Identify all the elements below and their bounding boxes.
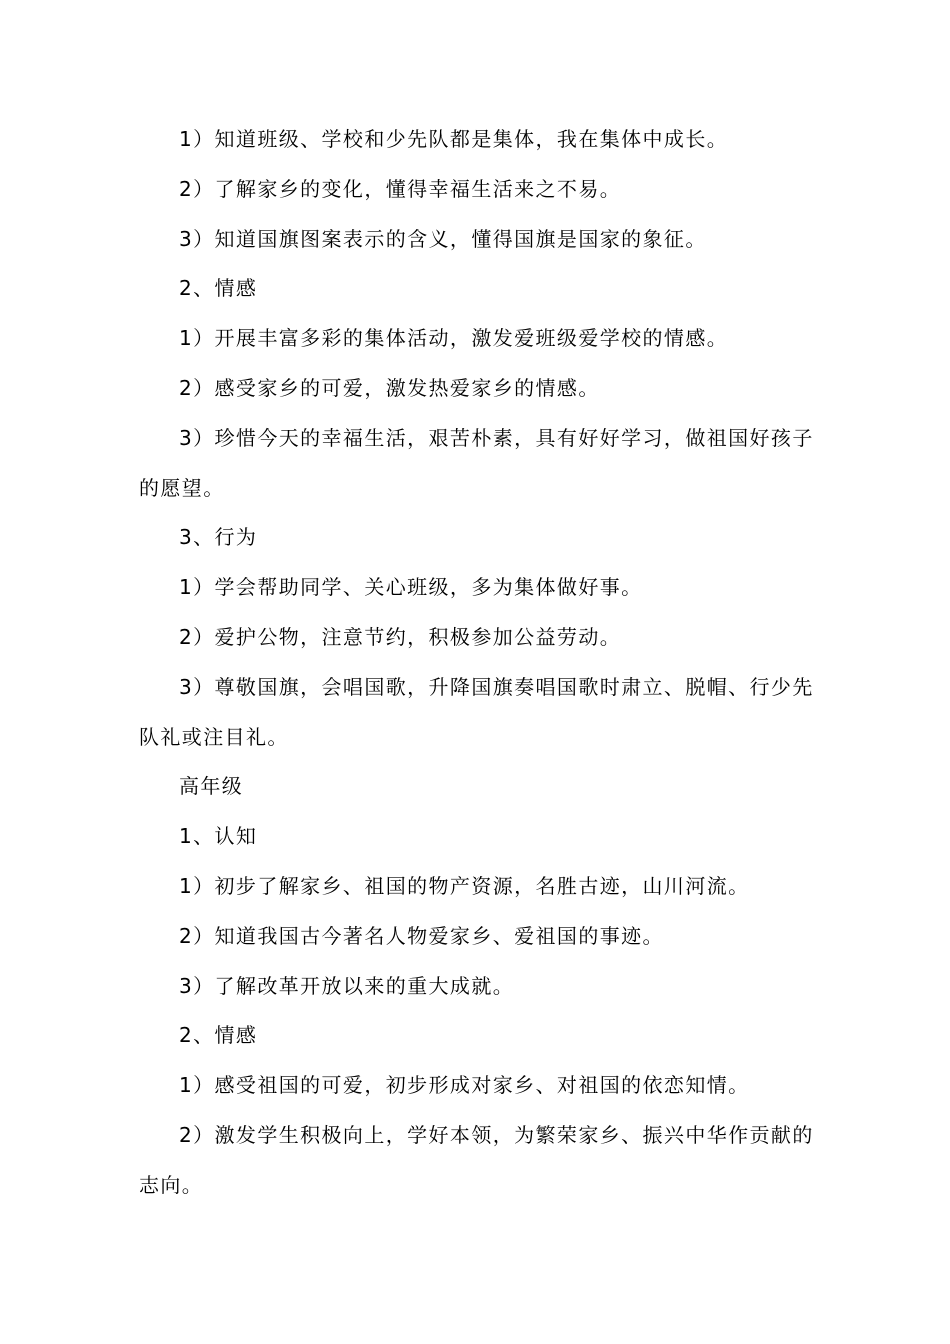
paragraph: 2）激发学生积极向上，学好本领，为繁荣家乡、振兴中华作贡献的志向。 <box>139 1122 814 1197</box>
paragraph: 1）感受祖国的可爱，初步形成对家乡、对祖国的依恋知情。 <box>179 1073 750 1098</box>
paragraph: 3）知道国旗图案表示的含义，懂得国旗是国家的象征。 <box>179 226 707 251</box>
paragraph: 2）感受家乡的可爱，激发热爱家乡的情感。 <box>179 375 600 400</box>
paragraph: 2）爱护公物，注意节约，积极参加公益劳动。 <box>179 624 622 649</box>
paragraph: 3）尊敬国旗，会唱国歌，升降国旗奏唱国歌时肃立、脱帽、行少先队礼或注目礼。 <box>139 674 814 749</box>
section-heading: 1、认知 <box>179 824 258 849</box>
grade-heading: 高年级 <box>179 774 244 799</box>
paragraph: 2）知道我国古今著名人物爱家乡、爱祖国的事迹。 <box>179 923 664 948</box>
paragraph: 1）知道班级、学校和少先队都是集体，我在集体中成长。 <box>179 127 729 151</box>
document-body <box>139 115 819 1211</box>
section-heading: 2、情感 <box>179 1023 258 1048</box>
paragraph: 1）学会帮助同学、关心班级，多为集体做好事。 <box>179 575 643 600</box>
paragraph: 2）了解家乡的变化，懂得幸福生活来之不易。 <box>179 176 622 201</box>
section-heading: 3、行为 <box>179 525 258 550</box>
section-heading: 2、情感 <box>179 276 258 301</box>
paragraph: 3）珍惜今天的幸福生活，艰苦朴素，具有好好学习，做祖国好孩子的愿望。 <box>139 425 814 500</box>
paragraph: 3）了解改革开放以来的重大成就。 <box>179 973 515 998</box>
paragraph: 1）开展丰富多彩的集体活动，激发爱班级爱学校的情感。 <box>179 326 729 351</box>
paragraph: 1）初步了解家乡、祖国的物产资源，名胜古迹，山川河流。 <box>179 873 750 898</box>
